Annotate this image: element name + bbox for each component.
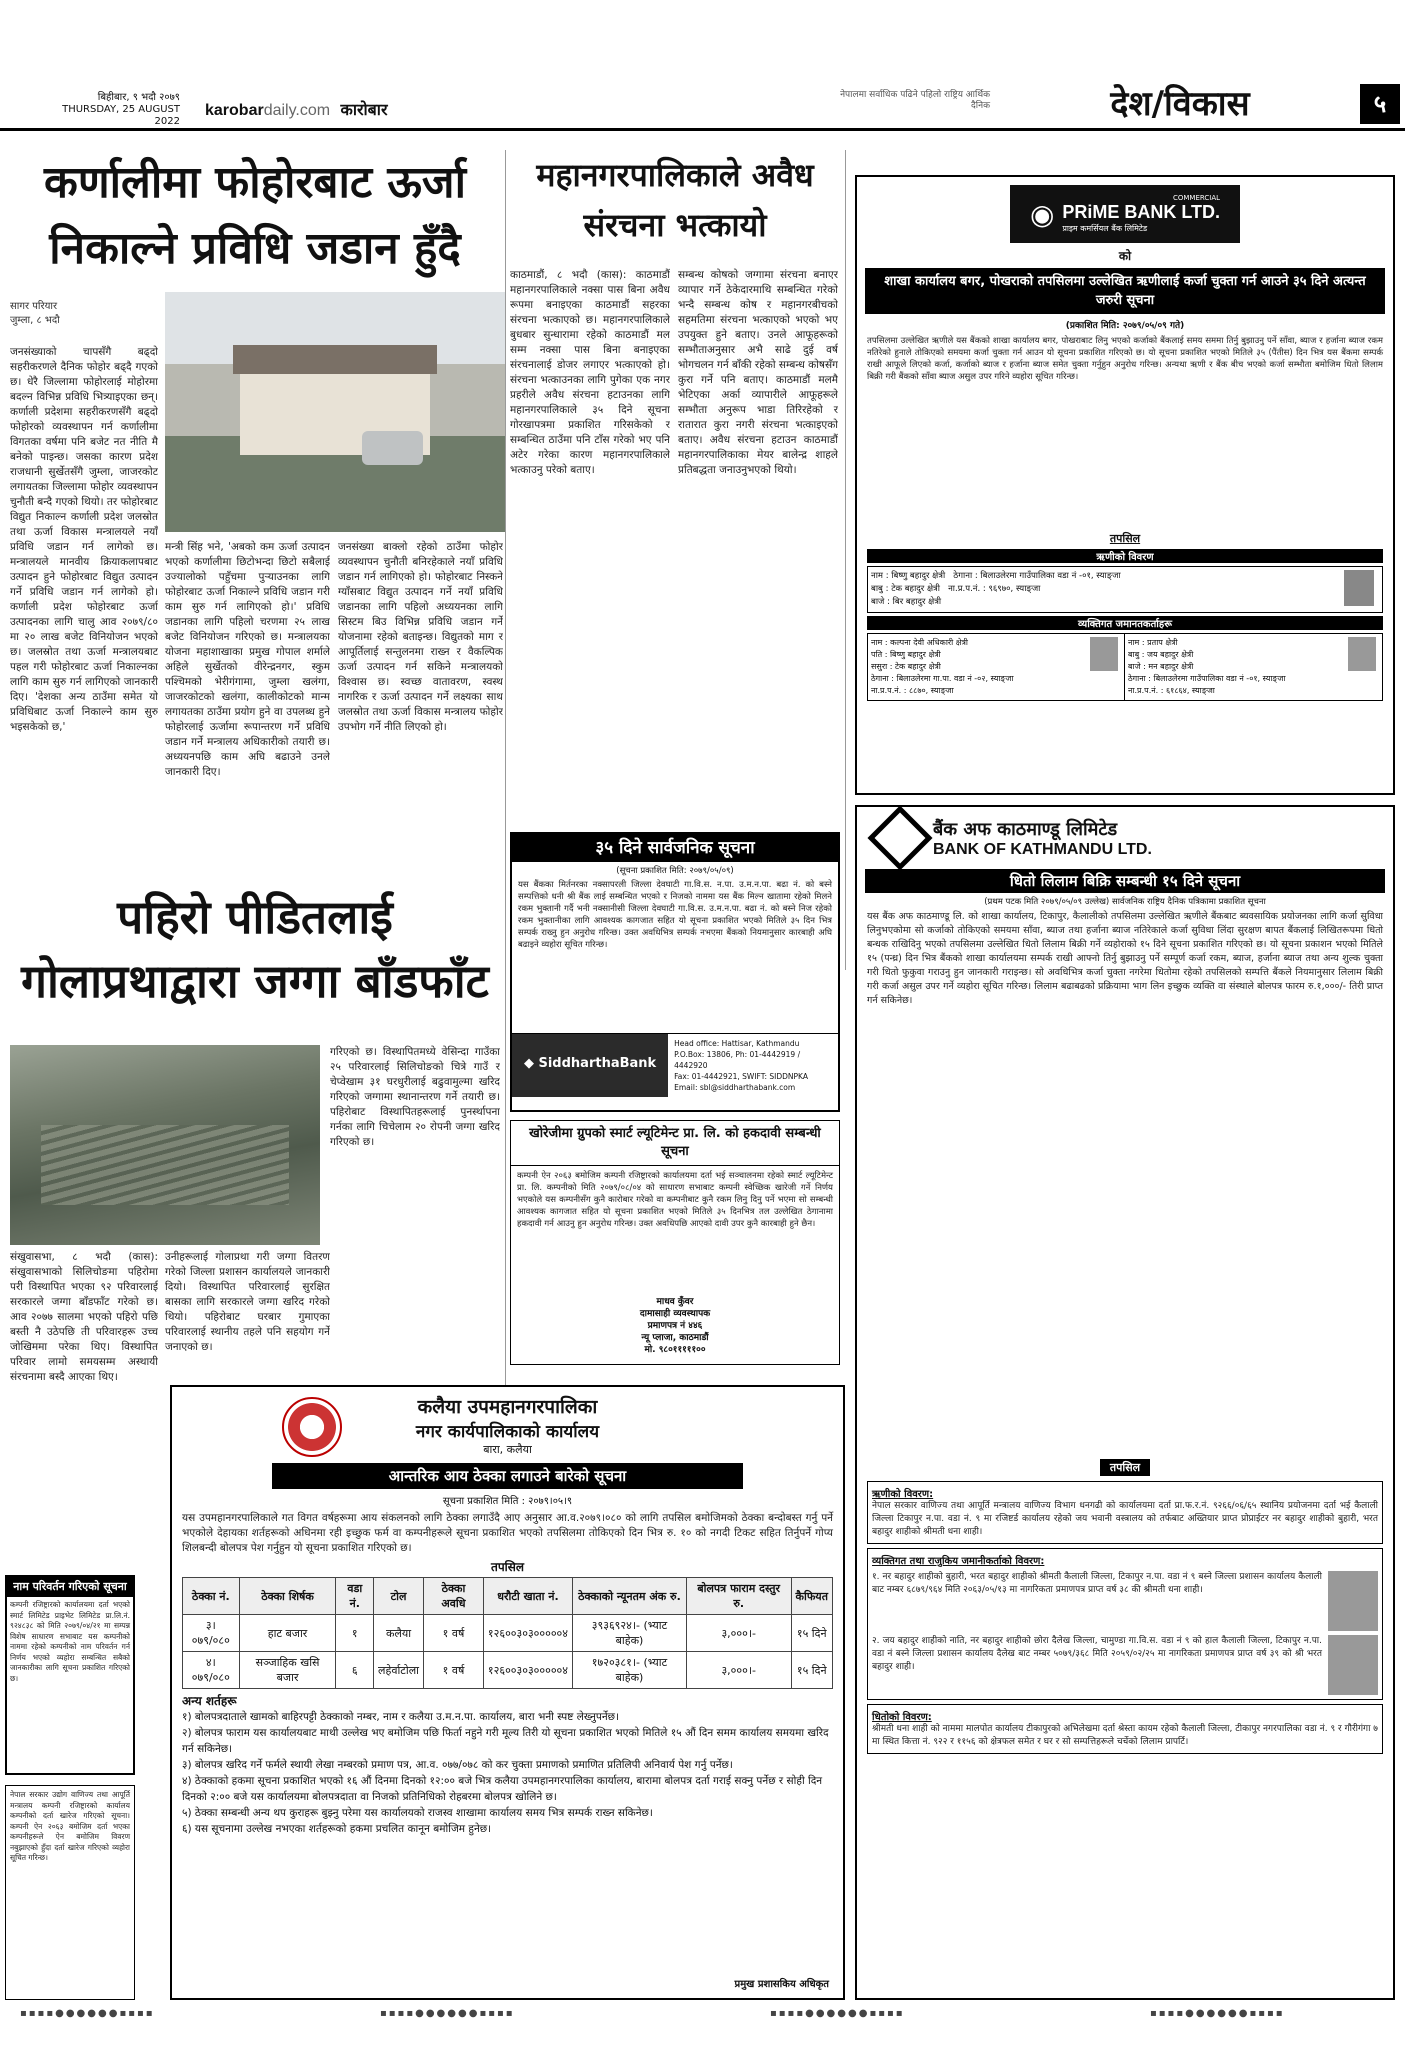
- column-divider: [845, 150, 846, 970]
- bok-notice: बैंक अफ काठमाण्डू लिमिटेड BANK OF KATHMANDU LTD. धितो लिलाम बिक्रि सम्बन्धी १५ दिने सूचना (प्रथम पटक मिति २०७९/०५/०९ उल्लेख) सार्वजनिक राष्ट्रिय दैनिक पत्रिकामा प्रकाशित सूचना यस बैंक अफ काठमाण्डू लि. को शाखा कार्यालय, टिकापुर, कैलालीको तपसिलमा उल्लेखित ऋणीले बैंकबाट ब्यवसायिक प्रयोजनका लागि कर्जा सुविधा लिनुभएकोमा सो कर्जाको तोकिएको समयमा साँवा, ब्याज तथा हर्जाना ब्याज नतिरेकाले कर्जा सुविधा लिंदा सुरक्षण बापत बैंकलाई लिखितरूपमा धितो बन्धक राखिदिनु भएको तपसिलमा उल्लेखित धितो लिलाम बिक्री गर्ने व्यहोराको १५ दिने सूचना प्रकाशित गरिएको छ। यो सूचना प्रकाशन भएको मितिले १५ (पन्ध्र) दिन भित्र बैंकको शाखा कार्यालयमा सम्पर्क राखी आफ्नो तिर्नु बुझाउनु पर्ने सम्पूर्ण कर्जा रकम, ब्याज, हर्जाना ब्याज तथा अन्य शुल्क चुक्ता गरी धितो फुकुवा गराउनु हुन जानकारी गराइन्छ। सो अवधिभित्र कर्जा चुक्ता नगरेमा धितोमा रहेको तपसिलको सम्पत्ति बैंकले नियमानुसार लिलाम बिक्री गरी कर्जा असुल उपर गर्ने व्यहोरा सूचित गरिन्छ। लिलाम बढाबढको प्रक्रियामा भाग लिन इच्छुक व्यक्ति वा संस्थाले बोलपत्र फारम रु.१,०००/- तिरी प्राप्त गर्न सकिनेछ। तपसिल ऋणीको विवरण: नेपाल सरकार वाणिज्य तथा आपूर्ति मन्त्रालय वाणिज्य विभाग धनगढी को कार्यालयमा दर्ता प्रा.फ.र.नं. ९२६६/०६/६५ स्थानिय प्रयोजनमा दर्ता भई कैलाली जिल्ला टिकापुर न.पा. वडा नं. ९ मा रजिष्टर्ड कार्यालय रहेको जय भवानी वस्त्रालय को तर्फबाट अख्तियार प्राप्त प्रोप्राईटर नर बहादुर शाहीको बुहारी, भरत बहादुर शाहीको श्रीमती धना शाही। व्यक्तिगत तथा राजुकिय जमानीकर्ताको विवरण: १. नर बहादुर शाहीको बुहारी, भरत बहादुर शाहीको श्रीमती कैलाली जिल्ला, टिकापुर न.पा. वडा नं ९ बस्ने जिल्ला प्रशासन कार्यालय कैलाली बाट नम्बर ६८७९/९६४ मिति २०६३/०५/१३ मा नागरिकता प्रमाणपत्र प्राप्त वर्ष ३८ की श्रीमती धना शाही। २. जय बहादुर शाहीको नाति, नर बहादुर शाहीको छोरा दैलेख जिल्ला, चामुण्डा गा.वि.स. वडा नं ९ को हाल कैलाली जिल्ला, टिकापुर न.पा. वडा नं बस्ने जिल्ला प्रशासन कार्यालय दैलेख बाट नम्बर ५०७९/३६८ मिति २०५९/०२/२५ मा नागरिकता प्रमाणपत्र प्राप्त वर्ष ३९ को श्री भरत बहादुर शाही। धितोको विवरण: श्रीमती धना शाही को नाममा मालपोत कार्यालय टीकापुरको अभिलेखमा दर्ता श्रेस्ता कायम रहेको कैलाली जिल्ला, टीकापुर नगरपालिका वडा नं. ९ र गौरीगंगा ७ मा स्थित कित्ता नं. ९२२ र ११५६ को क्षेत्रफल समेत र घर र सो सम्पत्तिहरूले चर्चेको लिलाम प्रापर्टि।: [855, 805, 1395, 2000]
- landslide-headline: पहिरो पीडितलाई गोलाप्रथाद्वारा जग्गा बाँडफाँट: [21, 890, 489, 1008]
- name-change-notice: नाम परिवर्तन गरिएको सूचना कम्पनी रजिष्ट्रारको कार्यालयमा दर्ता भएको स्मार्ट लिमिटेड प्राइभेट लिमिटेड प्रा.लि.नं. ९२४८३८ को मिति २०७९/०४/२१ मा सम्पन्न विशेष साधारण सभाबाट यस कम्पनीको नाममा रहेको कम्पनीको नाम परिवर्तन गर्न निर्णय भएको व्यहोरा सम्बन्धित सबैको जानकारीका लागि सूचना प्रकाशित गरिएको छ।: [5, 1575, 135, 1775]
- siddhartha-footer: [512, 1033, 838, 1097]
- prime-bank-logo-icon: ◉: [1029, 197, 1055, 231]
- footer-decoration: ▪▪▪▪●●●●●●▪▪▪▪: [20, 2008, 155, 2019]
- guarantor-photo: [1090, 637, 1118, 671]
- karnali-building-photo: [165, 292, 505, 532]
- section-title: देश/विकास: [1110, 84, 1250, 124]
- metro-body-col2: सम्बन्ध कोषको जग्गामा संरचना बनाएर व्यापार गर्ने ठेकेदारमाथि सम्बन्धित गरेको भन्दै सम्बन्ध कोष र महानगरबीचको सहमतिमा संरचना भत्काएको भएको भए उपयुक्त हुने बताए। उनले आफूहरूको सम्भौताअनुसार अभै साढे दुई वर्ष भोगचलन गर्न बाँकी रहेको सम्बन्ध कोषसँग कुरा गर्ने पनि बताए। काठमाडौं मलमै भेटिएका अर्का व्यापारीले आफूहरूले सम्भौता अनुरूप भाडा तिरिरहेको र रातारात कुरा नगरी संरचना भत्काइएको बताए। अवैध संरचना हटाउन काठमाडौं महानगरपालिकाका मेयर बालेन्द्र शाहले प्रतिबद्धता जनाउनुभएको थियो।: [678, 269, 838, 476]
- siddhartha-notice: ३५ दिने सार्वजनिक सूचना (सूचना प्रकाशित मिति: २०७९/०५/०९) यस बैंकका मिर्तनरका नक्सापरली जिल्ला देवघाटी गा.वि.स. न.पा. उ.म.न.पा. बढा नं. को बस्ने सम्पत्तिको धनी श्री बैंक लाई सम्बन्धित भएको र निजको नाममा यस बैंक मिल्न खातामा रहेको मिलने रकम भुक्तानी गर्दै भनी नक्सानीसी जिल्ला देवघाटी गा.वि.स. उ.म.न.पा. बढा नं. को बस्ने निज रहेको रकम भुक्तानीका लागि आवश्यक कागजात सहित यो सूचना प्रकाशित भएको मितिले ३५ दिन भित्र सम्पर्क राख्नु हुन अनुरोध गरिन्छ। उक्त अवधिभित्र सम्पर्क नभएमा बैंकको नियमानुसार कारबाही अघि बढाइने व्यहोरा सूचित गरिन्छ। ◆ SiddharthaBank Head office: Hattisar, Kathmandu P.O.Box: 13806, Ph: 01-4442919 / 4442920 Fax: 01-4442921, SWIFT: SIDDNPKA Email: sbl@siddharthabank.com: [510, 832, 840, 1112]
- prime-guarantor-details: [867, 633, 1383, 701]
- guarantor-photo: [1328, 1571, 1378, 1631]
- metro-headline: महानगरपालिकाले अवैध संरचना भत्कायो: [536, 156, 814, 244]
- table-row: ३।०७९/०८० हाट बजार १ कलैया १ वर्ष १२६००३०३०००००४ ३९३६९२४।- (भ्याट बाहेक) ३,०००।- १५ दिने: [183, 1615, 833, 1652]
- siddhartha-address: Head office: Hattisar, Kathmandu P.O.Box: 13806, Ph: 01-4442919 / 4442920 Fax: 01-4442921, SWIFT: SIDDNPKA Email: sbl@siddharthabank.com: [674, 1039, 808, 1092]
- karnali-byline: सागर परियार जुम्ला, ८ भदौ: [10, 301, 60, 326]
- karnali-headline: कर्णालीमा फोहोरबाट ऊर्जा निकाल्ने प्रविधि जडान हुँदै: [44, 157, 466, 274]
- kailaiya-notice: कलैया उपमहानगरपालिका नगर कार्यपालिकाको कार्यालय बारा, कलैया आन्तरिक आय ठेक्का लगाउने बारेको सूचना सूचना प्रकाशित मिति : २०७९।०५।९ यस उपमहानगरपालिकाले गत विगत वर्षहरूमा आय संकलनको लागि ठेक्का लगाउँदै आए अनुसार आ.व.२०७९।०८० को लागि तपसिल बमोजिमको ठेक्का बन्दोबस्त गर्नु पर्ने भएकोले देहायका शर्तहरूको अधिनमा रही इच्छुक फर्म वा कम्पनीहरूले सूचना प्रकाशित भएको तपसिलमा तोकिएको दिन भित्र रु. १० को नगदी टिकट सहित तिर्नुपर्ने गोप्य शिलबन्दी बोलपत्र पेश गर्नुहुन यो सूचना प्रकाशित गरिएको छ। तपसिल ठेक्का नं. ठेक्का शिर्षक वडा नं. टोल ठेक्का अवधि धरौटी खाता नं. ठेक्काको न्यूनतम अंक रु. बोलपत्र फाराम दस्तुर रु. कैफियत ३।०७९/०८० हाट बजार १ कलैया १ वर्ष १२६००३०३०००००४ ३९३६९२४।- (भ्याट बाहेक) ३,०००।- १५ दिने ४।०७९/०८० सञ्जाहिक खसि बजार ६ लहेर्वाटोला १ वर्ष १२६००३०३०००००४ १७२०३८१।- (भ्याट बाहेक) ३,०००।- १५ दिने अन्य शर्तहरू १) बोलपत्रदाताले खामको बाहिरपट्टी ठेक्काको नम्बर, नाम र कलैया उ.म.न.पा. कार्यालय, बारा भनी स्पष्ट लेख्नुपर्नेछ। २) बोलपत्र फाराम यस कार्यालयबाट माथी उल्लेख भए बमोजिम पछि फिर्ता नहुने गरी मूल्य तिरी यो सूचना प्रकाशित भएको मितिले १५ औं दिन समम कार्यालय समयमा खरिद गर्न सकिनेछ। ३) बोलपत्र खरिद गर्ने फर्मले स्थायी लेखा नम्बरको प्रमाण पत्र, आ.व. ०७७/०७८ को कर चुक्ता प्रमाणको प्रमाणित प्रतिलिपी अनिवार्य पेश गर्नु पर्नेछ। ४) ठेक्काको हकमा सूचना प्रकाशित भएको १६ औं दिनमा दिनको १२:०० बजे भित्र कलैया उपमहानगरपालिका कार्यालय, बारामा बोलपत्र दर्ता गराई सक्नु पर्नेछ र सोही दिन दिनको २:०० बजे यस कार्यालयमा बोलपत्रदाता वा निजको प्रतिनिधिको रोहबरमा बोलपत्र खोलिने छ। ५) ठेक्का सम्बन्धी अन्य थप कुराहरू बुझ्नु परेमा यस कार्यालयको राजस्व शाखामा कार्यालय समय भित्र सम्पर्क राख्न सकिनेछ। ६) यस सूचनामा उल्लेख नभएका शर्तहरूको हकमा प्रचलित कानून बमोजिम हुनेछ। प्रमुख प्रशासकिय अधिकृत: [170, 1385, 845, 2000]
- guarantor-photo: [1348, 637, 1376, 671]
- bok-guarantors: व्यक्तिगत तथा राजुकिय जमानीकर्ताको विवरण: १. नर बहादुर शाहीको बुहारी, भरत बहादुर शाहीको श्रीमती कैलाली जिल्ला, टिकापुर न.पा. वडा नं ९ बस्ने जिल्ला प्रशासन कार्यालय कैलाली बाट नम्बर ६८७९/९६४ मिति २०६३/०५/१३ मा नागरिकता प्रमाणपत्र प्राप्त वर्ष ३८ की श्रीमती धना शाही। २. जय बहादुर शाहीको नाति, नर बहादुर शाहीको छोरा दैलेख जिल्ला, चामुण्डा गा.वि.स. वडा नं ९ को हाल कैलाली जिल्ला, टिकापुर न.पा. वडा नं बस्ने जिल्ला प्रशासन कार्यालय दैलेख बाट नम्बर ५०७९/३६८ मिति २०५९/०२/२५ मा नागरिकता प्रमाणपत्र प्राप्त वर्ष ३९ को श्री भरत बहादुर शाही।: [867, 1548, 1383, 1700]
- karnali-body-col2: मन्त्री सिंह भने, 'अबको कम ऊर्जा उत्पादन भएको कर्णालीमा छिटोभन्दा छिटो सबैलाई उज्यालोको पहुँचमा पुर्‍याउनका लागि फोहोरबाट ऊर्जा निकाल्ने प्रविधि जडान गरी काम सुरु गर्न लागिएको हो।' प्रविधि जडानका लागि पहिलो चरणमा २५ लाख बजेट विनियोजन गरिएको छ। मन्त्रालयका योजना महाशाखाका प्रमुख गोपाल शर्माले अहिले सुर्खेतको वीरेन्द्रनगर, स्कुम पश्चिमको भेरीगंगामा, जुम्ला खलंगा, जाजरकोटको खलंगा, कालीकोटको मान्म लगायतका ठाउँमा प्रयोग हुने वा उपलब्ध हुने फोहोरलाई ऊर्जामा रूपान्तरण गर्ने प्रविधि जडान गर्ने मन्त्रालय अधिकारीको तयारी छ। अध्ययनपछि काम अघि बढाउने उनले जानकारी दिए।: [165, 541, 330, 778]
- masthead-brand: karobardaily.com कारोबार: [205, 102, 388, 119]
- table-header-row: ठेक्का नं. ठेक्का शिर्षक वडा नं. टोल ठेक्का अवधि धरौटी खाता नं. ठेक्काको न्यूनतम अंक रु. बोलपत्र फाराम दस्तुर रु. कैफियत: [183, 1578, 833, 1615]
- prime-borrower-row: नाम : बिष्णु बहादुर क्षेत्री ठेगाना : बिलाउलेरमा गाउँपालिका वडा नं -०१, स्याङ्जा: [871, 571, 1121, 581]
- prime-bank-logo: ◉ COMMERCIAL PRiME BANK LTD. प्राइम कमर्सियल बैंक लिमिटेड: [1010, 185, 1240, 243]
- list-item: ४) ठेक्काको हकमा सूचना प्रकाशित भएको १६ औं दिनमा दिनको १२:०० बजे भित्र कलैया उपमहानगरपालिका कार्यालय, बारामा बोलपत्र दर्ता गराई सक्नु पर्नेछ र सोही दिन दिनको २:०० बजे यस कार्यालयमा बोलपत्रदाता वा निजको प्रतिनिधिको रोहबरमा बोलपत्र खोलिने छ।: [182, 1775, 823, 1803]
- siddhartha-logo-icon: ◆: [523, 1056, 539, 1071]
- photo-terraces: [41, 1125, 289, 1205]
- nepal-emblem-icon: [282, 1397, 342, 1457]
- tender-table: [182, 1577, 833, 1689]
- column-divider: [505, 150, 506, 1390]
- bok-collateral: धितोको विवरण: श्रीमती धना शाही को नाममा मालपोत कार्यालय टीकापुरको अभिलेखमा दर्ता श्रेस्ता कायम रहेको कैलाली जिल्ला, टीकापुर नगरपालिका वडा नं. ९ र गौरीगंगा ७ मा स्थित कित्ता नं. ९२२ र ११५६ को क्षेत्रफल समेत र घर र सो सम्पत्तिहरूले चर्चेको लिलाम प्रापर्टि।: [867, 1704, 1383, 1754]
- list-item: १) बोलपत्रदाताले खामको बाहिरपट्टी ठेक्काको नम्बर, नाम र कलैया उ.म.न.पा. कार्यालय, बारा भनी स्पष्ट लेख्नुपर्नेछ।: [182, 1711, 620, 1723]
- bok-borrower: ऋणीको विवरण: नेपाल सरकार वाणिज्य तथा आपूर्ति मन्त्रालय वाणिज्य विभाग धनगढी को कार्यालयमा दर्ता प्रा.फ.र.नं. ९२६६/०६/६५ स्थानिय प्रयोजनमा दर्ता भई कैलाली जिल्ला टिकापुर न.पा. वडा नं. ९ मा रजिष्टर्ड कार्यालय रहेको जय भवानी वस्त्रालय को तर्फबाट अख्तियार प्राप्त प्रोप्राईटर नर बहादुर शाहीको बुहारी, भरत बहादुर शाहीको श्रीमती धना शाही।: [867, 1481, 1383, 1544]
- prime-borrower-details: [867, 566, 1383, 613]
- prime-bank-notice: ◉ COMMERCIAL PRiME BANK LTD. प्राइम कमर्सियल बैंक लिमिटेड को शाखा कार्यालय बगर, पोखराको तपसिलमा उल्लेखित ऋणीलाई कर्जा चुक्ता गर्न आउने ३५ दिने अत्यन्त जरुरी सूचना (प्रकाशित मिति: २०७९/०५/०९ गते) तपसिलमा उल्लेखित ऋणीले यस बैंकको शाखा कार्यालय बगर, पोखराबाट लिनु भएको कर्जाको बैंकलाई समय सममा तिर्नु बुझाउनु पर्ने साँवा, ब्याज र हर्जाना ब्याज रकम नतिरेको हुनाले तोकिएको समयमा कर्जा चुक्ता गर्न आउन यो सूचना प्रकाशित गरिएको छ। यो सूचना प्रकाशित भएको मितिले ३५ (पैंतीस) दिन भित्र यस बैंकमा सम्पर्क राखी आफूले लिएको कर्जा, कर्जाको ब्याज र हर्जाना ब्याज समेत चुक्ता गर्नुहुन अनुरोध गरिन्छ। अन्यथा ऋणी र बैंक बीच भएको कर्जा सम्भौता बमोजिम धितो लिलाम बिक्री गरी बैंकको साँवा ब्याज असुल उपर गरिने व्यहोरा सूचित गरिन्छ। तपसिल ऋणीको विवरण नाम : बिष्णु बहादुर क्षेत्री ठेगाना : बिलाउलेरमा गाउँपालिका वडा नं -०१, स्याङ्जा बाबु : टेक बहादुर क्षेत्री ना.प्र.प.नं. : ९६९७०, स्याङ्जा बाजे : बिर बहादुर क्षेत्री व्यक्तिगत जमानतकर्ताहरू नाम : कल्पना देवी अधिकारी क्षेत्री पति : बिष्णु बहादुर क्षेत्री ससुरा : टेक बहादुर क्षेत्री ठेगाना : बिलाउलेरमा गा.पा. वडा नं -०२, स्याङ्जा ना.प्र.प.नं. : ८८७०, स्याङ्जा नाम : प्रताप क्षेत्री बाबु : जय बहादुर क्षेत्री बाजे : मन बहादुर क्षेत्री ठेगाना : बिलाउलेरमा गाउँपालिका वडा नं -०१, स्याङ्जा ना.प्र.प.नं. : ६१८६४, स्याङ्जा: [855, 175, 1395, 795]
- footer-decoration: ▪▪▪▪●●●●●●▪▪▪▪: [770, 2008, 905, 2019]
- tender-terms: अन्य शर्तहरू १) बोलपत्रदाताले खामको बाहिरपट्टी ठेक्काको नम्बर, नाम र कलैया उ.म.न.पा. कार्यालय, बारा भनी स्पष्ट लेख्नुपर्नेछ। २) बोलपत्र फाराम यस कार्यालयबाट माथी उल्लेख भए बमोजिम पछि फिर्ता नहुने गरी मूल्य तिरी यो सूचना प्रकाशित भएको मितिले १५ औं दिन समम कार्यालय समयमा खरिद गर्न सकिनेछ। ३) बोलपत्र खरिद गर्ने फर्मले स्थायी लेखा नम्बरको प्रमाण पत्र, आ.व. ०७७/०७८ को कर चुक्ता प्रमाणको प्रमाणित प्रतिलिपी अनिवार्य पेश गर्नु पर्नेछ। ४) ठेक्काको हकमा सूचना प्रकाशित भएको १६ औं दिनमा दिनको १२:०० बजे भित्र कलैया उपमहानगरपालिका कार्यालय, बारामा बोलपत्र दर्ता गराई सक्नु पर्नेछ र सोही दिन दिनको २:०० बजे यस कार्यालयमा बोलपत्रदाता वा निजको प्रतिनिधिको रोहबरमा बोलपत्र खोलिने छ। ५) ठेक्का सम्बन्धी अन्य थप कुराहरू बुझ्नु परेमा यस कार्यालयको राजस्व शाखामा कार्यालय समय भित्र सम्पर्क राख्न सकिनेछ। ६) यस सूचनामा उल्लेख नभएका शर्तहरूको हकमा प्रचलित कानून बमोजिम हुनेछ।: [172, 1689, 843, 1841]
- photo-car: [362, 431, 423, 465]
- bok-diamond-icon: [867, 805, 932, 870]
- guarantor-photo: [1328, 1635, 1378, 1695]
- landslide-photo: [10, 1045, 320, 1245]
- landslide-body-col1: संखुवासभा, ८ भदौ (कास): संखुवासभाको सिलिचोङमा पहिरोमा परी विस्थापित भएका ९२ परिवारलाई सरकारले जग्गा बाँडफाँट गरेको छ। आव २०७७ सालमा भएको पहिरो पछि बस्ती नै उठेपछि ती परिवारहरू उच्च जोखिममा परेका थिए। विस्थापित परिवार लामो समयसम्म अस्थायी संरचनामा बस्दै आएका थिए।: [10, 1251, 158, 1383]
- table-row: ४।०७९/०८० सञ्जाहिक खसि बजार ६ लहेर्वाटोला १ वर्ष १२६००३०३०००००४ १७२०३८१।- (भ्याट बाहेक) ३,०००।- १५ दिने: [183, 1652, 833, 1689]
- bok-logo: बैंक अफ काठमाण्डू लिमिटेड BANK OF KATHMANDU LTD.: [857, 807, 1393, 869]
- borrower-photo: [1344, 570, 1374, 606]
- karnali-body-col3: जनसंख्या बाक्लो रहेको ठाउँमा फोहोर व्यवस्थापन चुनौती बनिरहेकाले नयाँ प्रविधि जडान गर्न लागिएको हो। फोहोरबाट निस्कने ग्याँसबाट विद्युत उत्पादन गर्ने नयाँ प्रविधि जडानका लागि पहिलो अध्ययनका लागि सिस्टम बिउ विभिन्न प्रविधि जडान गर्ने योजनामा रहेको बताइन्छ। विद्युतको माग र आपूर्तिलाई सन्तुलनमा राख्न र वैकल्पिक ऊर्जा उत्पादन गर्न सकिने मन्त्रालयको विश्वास छ। स्वच्छ वातावरण, स्वस्थ नागरिक र ऊर्जा उत्पादन गर्ने लक्ष्यका साथ जलस्रोत तथा ऊर्जा विकास मन्त्रालय फोहोर उपभोग गर्ने नीति लिएको हो।: [338, 541, 503, 733]
- landslide-body-col3: गरिएको छ। विस्थापितमध्ये वेसिन्दा गाउँका २५ परिवारलाई सिलिचोङको चित्रे गाउँ र चेप्वेखाम ३१ घरधुरीलाई बढुवामुल्मा खरिद गरिएको जग्गामा स्थानान्तरण गर्ने तयारी छ। पहिरोबाट विस्थापितहरूलाई पुनर्स्थापना गर्नका लागि चिचेलाम २० रोपनी जग्गा खरिद गरिएको छ।: [330, 1046, 500, 1148]
- registrar-notice: नेपाल सरकार उद्योग वाणिज्य तथा आपूर्ति मन्त्रालय कम्पनी रजिष्ट्रारको कार्यालय कम्पनीको दर्ता खारेज गरिएको सूचना। कम्पनी ऐन २०६३ बमोजिम दर्ता भएका कम्पनीहरूले ऐन बमोजिम विवरण नबुझाएको हुँदा दर्ता खारेज गरिएको व्यहोरा सूचित गरिन्छ।: [5, 1785, 135, 2000]
- siddhartha-logo: ◆ SiddharthaBank: [512, 1034, 668, 1097]
- list-item: ६) यस सूचनामा उल्लेख नभएका शर्तहरूको हकमा प्रचलित कानून बमोजिम हुनेछ।: [182, 1823, 492, 1835]
- khorezima-signature: माधव कुँवर दामासाही व्यवस्थापक प्रमाणपत्र नं ४४६ न्यू प्लाजा, काठमाडौं मो. ९८०१११११००: [639, 1297, 711, 1355]
- landslide-body-col2: उनीहरूलाई गोलाप्रथा गरी जग्गा वितरण गरेको जिल्ला प्रशासन कार्यालयले जानकारी दियो। विस्थापित परिवारलाई सुरक्षित बासका लागि सरकारले जग्गा खरिद गरेको थियो। पहिरोबाट घरबार गुमाएका परिवारलाई स्थानीय तहले पनि सहयोग गर्ने जनाएको छ।: [165, 1251, 330, 1353]
- list-item: ३) बोलपत्र खरिद गर्ने फर्मले स्थायी लेखा नम्बरको प्रमाण पत्र, आ.व. ०७७/०७८ को कर चुक्ता प्रमाणको प्रमाणित प्रतिलिपी अनिवार्य पेश गर्नु पर्नेछ।: [182, 1759, 733, 1771]
- photo-roof: [233, 345, 437, 374]
- prime-borrower-row: बाजे : बिर बहादुर क्षेत्री: [871, 597, 942, 607]
- list-item: २) बोलपत्र फाराम यस कार्यालयबाट माथी उल्लेख भए बमोजिम पछि फिर्ता नहुने गरी मूल्य तिरी यो सूचना प्रकाशित भएको मितिले १५ औं दिन समम कार्यालय समयमा खरिद गर्न सकिनेछ।: [182, 1727, 829, 1755]
- metro-body-col1: काठमाडौं, ८ भदौ (कास): काठमाडौं महानगरपालिकाले नक्सा पास बिना अवैध रूपमा बनाइएका काठमाडौं सहरका संरचना भत्काएको छ। महानगरपालिकाले बुधबार सुन्धारामा रहेको काठमाडौं मल सम्म नक्सा पास बिना बनाइएका संरचनालाई डोजर लगाएर भत्काएको हो। संरचना भत्काउनका लागि पुगेका एक नगर प्रहरीले अवैध संरचना हटाउनका लागि महानगरपालिकाले ३५ दिने सूचना गोरखापत्रमा प्रकाशित गरिसकेको र सम्बन्धित ठाउँमा पनि टाँस गरेको भए पनि अटेर गरेका कारण महानगरपालिकाले भत्काउनु परेको बताए।: [510, 269, 670, 476]
- masthead-tagline: नेपालमा सर्वाधिक पढिने पहिलो राष्ट्रिय आर्थिक दैनिक: [840, 90, 990, 111]
- guarantor-1: नाम : कल्पना देवी अधिकारी क्षेत्री पति : बिष्णु बहादुर क्षेत्री ससुरा : टेक बहादुर क्षेत्री ठेगाना : बिलाउलेरमा गा.पा. वडा नं -०२, स्याङ्जा ना.प्र.प.नं. : ८८७०, स्याङ्जा: [868, 634, 1125, 700]
- footer-decoration: ▪▪▪▪●●●●●●▪▪▪▪: [1150, 2008, 1285, 2019]
- guarantor-2: नाम : प्रताप क्षेत्री बाबु : जय बहादुर क्षेत्री बाजे : मन बहादुर क्षेत्री ठेगाना : बिलाउलेरमा गाउँपालिका वडा नं -०१, स्याङ्जा ना.प्र.प.नं. : ६१८६४, स्याङ्जा: [1125, 634, 1382, 700]
- footer-decoration: ▪▪▪▪●●●●●●▪▪▪▪: [380, 2008, 515, 2019]
- issue-date: बिहीबार, ९ भदौ २०७९ THURSDAY, 25 AUGUST 2022: [62, 92, 180, 127]
- prime-borrower-row: बाबु : टेक बहादुर क्षेत्री ना.प्र.प.नं. : ९६९७०, स्याङ्जा: [871, 584, 1041, 594]
- karnali-body-col1: जनसंख्याको चापसँगै बढ्दो सहरीकरणले दैनिक फोहोर बढ्दै गएको छ। धेरै जिल्लामा फोहोरलाई मोहोरमा बदल्न विभिन्न प्रविधि भित्र्याइएका छन्। कर्णाली प्रदेशमा सहरीकरणसँगै बढ्दो फोहोरको व्यवस्थापन गर्न कर्णालीमा विगतका वर्षमा पनि बजेट नत नीति मै बनेको पाइन्छ। जसका कारण प्रदेश राजधानी सुर्खेतसँगै जुम्ला, जाजरकोट लगायतका जिल्लामा फोहोर व्यवस्थापन चुनौती बन्दै गएको थियो। तर फोहोरबाट विद्युत निकाल्न कर्णाली प्रदेश जलस्रोत तथा ऊर्जा विकास मन्त्रालयले नयाँ प्रविधि जडान गर्न लागेको छ। मन्त्रालयले मानवीय क्रियाकलापबाट उत्पादन हुने फोहोरबाट विद्युत उत्पादन गर्ने प्रविधि जडान गर्न लागेको हो। कर्णाली प्रदेश फोहोरबाट ऊर्जा उत्पादनका लागि चालु आव २०७९/८० मा २० लाख बजेट विनियोजन भएको छ। जलस्रोत तथा ऊर्जा मन्त्रालयबाट पहल गरी फोहोरबाट ऊर्जा निकाल्नका लागि काम सुरु गर्न लागिएको जानकारी दिए। 'देशका अन्य ठाउँमा समेत यो प्रविधिबाट ऊर्जा निकाल्ने काम सुरु भइसकेको छ,': [10, 346, 158, 733]
- khorezima-notice: खोरेजीमा ग्रुपको स्मार्ट ल्यूटिमेन्ट प्रा. लि. को हकदावी सम्बन्धी सूचना कम्पनी ऐन २०६३ बमोजिम कम्पनी रजिष्ट्रारको कार्यालयमा दर्ता भई सञ्चालनमा रहेको स्मार्ट ल्यूटिमेन्ट प्रा. लि. कम्पनीको मिति २०७९/०८/०४ को साधारण सभाबाट कम्पनी स्वेच्छिक खारेजी गर्ने निर्णय भएकोले यस कम्पनीसँग कुनै कारोबार गरेको वा कम्पनीबाट कुनै रकम लिनु दिनु पर्ने भएमा सो सम्बन्धी आवश्यक कागजात सहित यो सूचना प्रकाशित भएको मितिले ३५ दिनभित्र तल उल्लेखित ठेगानामा हकदावी गर्न आउनु हुन अनुरोध गरिन्छ। उक्त अवधिपछि आएको दावी उपर कुनै कारबाही हुने छैन। माधव कुँवर दामासाही व्यवस्थापक प्रमाणपत्र नं ४४६ न्यू प्लाजा, काठमाडौं मो. ९८०१११११००: [510, 1120, 840, 1365]
- header-rule: [0, 128, 1405, 131]
- list-item: ५) ठेक्का सम्बन्धी अन्य थप कुराहरू बुझ्नु परेमा यस कार्यालयको राजस्व शाखामा कार्यालय समय भित्र सम्पर्क राख्न सकिनेछ।: [182, 1807, 653, 1819]
- page-number: ५: [1360, 84, 1400, 124]
- page-header: [0, 78, 1405, 126]
